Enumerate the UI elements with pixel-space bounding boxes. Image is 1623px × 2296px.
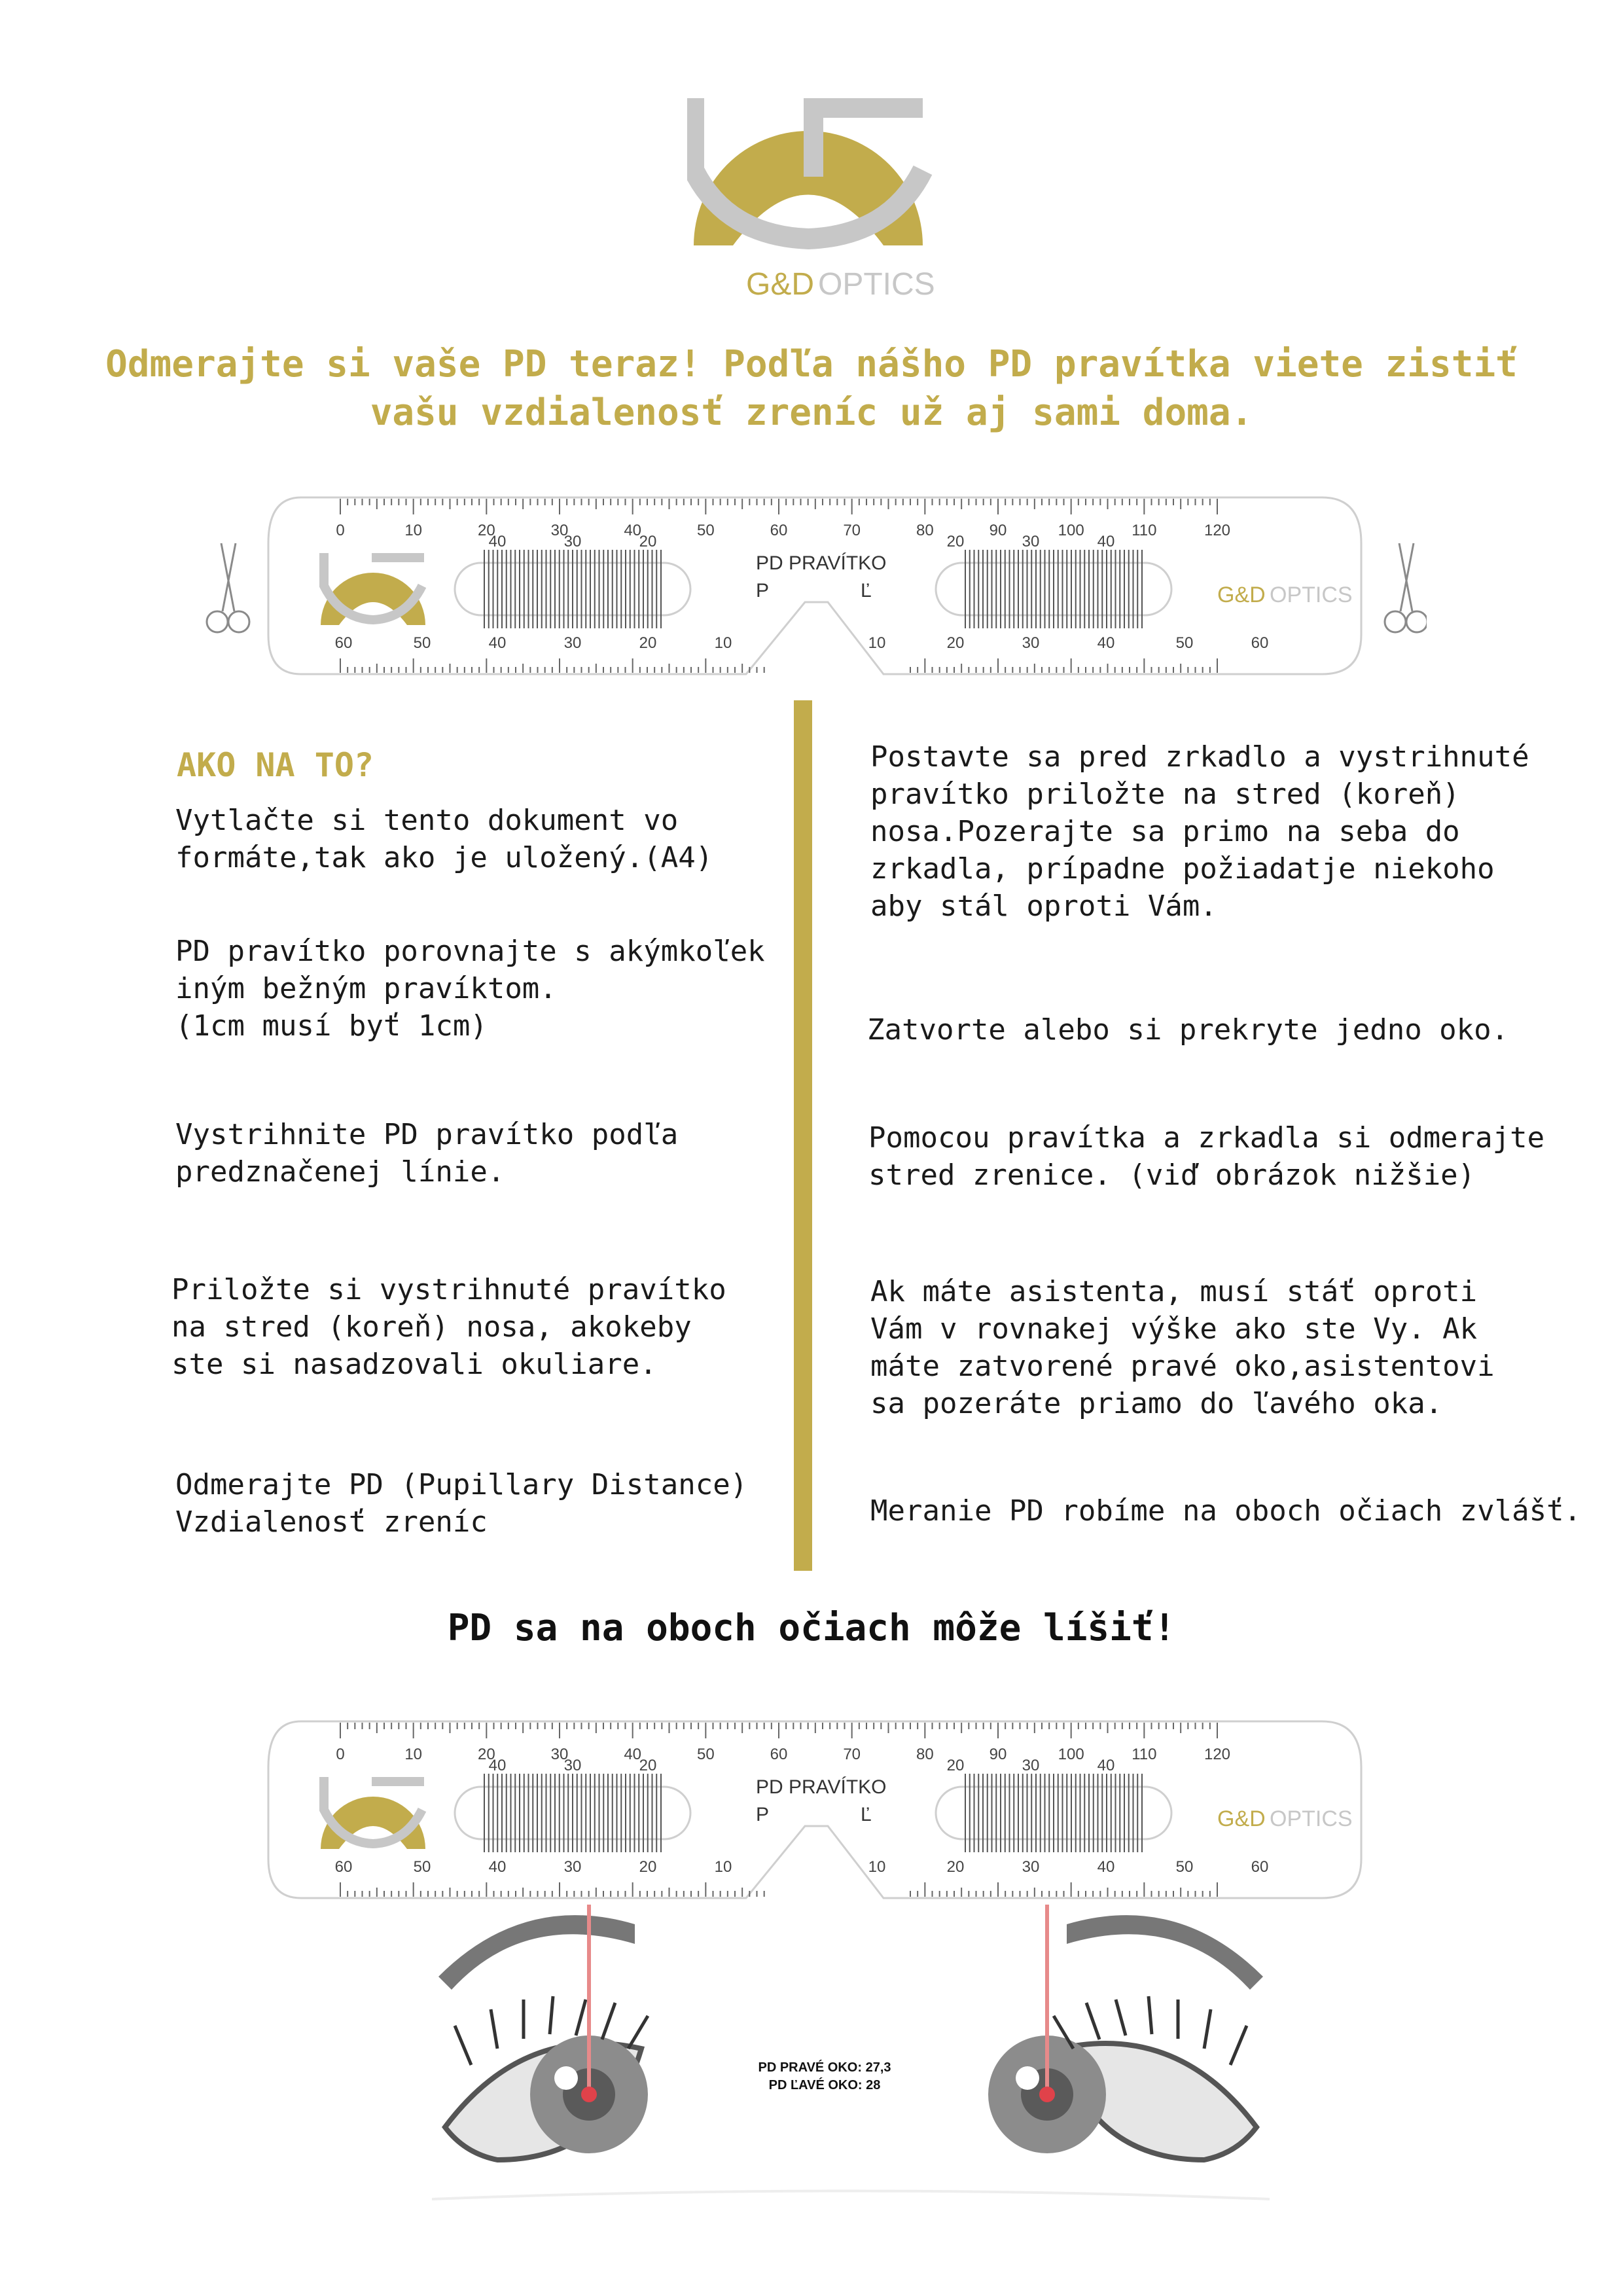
ruler-top-label: 30 [550,1746,569,1763]
ruler-bottom-label: 20 [946,1858,965,1876]
ruler-top-label: 80 [916,522,934,539]
ruler-bottom-label: 50 [1175,634,1194,652]
ruler-top-label: 80 [916,1746,934,1763]
ruler-top-label: 110 [1132,522,1157,539]
ruler-top-label: 40 [624,1746,642,1763]
step-compare: PD pravítko porovnajte s akýmkoľek iným bežným pravíktom. (1cm musí byť 1cm) [175,935,765,1043]
ruler-top-label: 0 [336,522,345,539]
ruler-top-label: 100 [1058,1746,1084,1763]
headline-line-1: Odmerajte si vaše PD teraz! Podľa nášho PD pravítka viete zistiť [105,343,1518,386]
step-print: Vytlačte si tento dokument vo formáte,tak ako je uložený.(A4) [175,804,713,874]
ruler-bottom-label: 50 [413,634,431,652]
ruler-bottom-label: 60 [1251,634,1269,652]
ruler-bottom-label: 40 [488,634,507,652]
pd-left-value: PD ĽAVÉ OKO: 28 [768,2078,881,2092]
step-measure: Odmerajte PD (Pupillary Distance) Vzdialenosť zreníc [175,1468,748,1539]
ruler-top-label: 70 [843,522,861,539]
eyes-illustration [393,1885,1309,2193]
ruler-bottom-label: 10 [714,634,732,652]
ruler-right-letter: Ľ [861,580,872,601]
ruler-mid-label: 40 [1097,1757,1115,1774]
ruler-bottom-label: 30 [563,634,582,652]
ruler-left-letter: P [756,580,770,601]
ruler-right-letter: Ľ [861,1804,872,1825]
ruler-bottom-label: 10 [868,1858,886,1876]
step-close-eye: Zatvorte alebo si prekryte jedno oko. [867,1013,1509,1047]
right-eye-drawing [438,1905,648,2160]
ruler-mid-label: 20 [946,533,965,550]
ruler-bottom-label: 60 [334,1858,353,1876]
ruler-bottom-label: 40 [488,1858,507,1876]
step-mirror: Postavte sa pred zrkadlo a vystrihnuté pravítko priložte na stred (koreň) nosa.Pozerajte sa primo na seba do zrkadla, prípadne požiadatje niekoho aby stál oproti Vám. [870,740,1529,923]
ruler-mid-label: 20 [639,1757,657,1774]
ruler-top-label: 70 [843,1746,861,1763]
ruler-top-label: 60 [770,1746,788,1763]
ruler-mid-label: 20 [639,533,657,550]
ruler-logo [321,1777,425,1849]
ruler-brand: G&D [1217,583,1266,607]
warning-text: PD sa na oboch očiach môže líšiť! [447,1607,1176,1649]
ruler-bottom-label: 10 [714,1858,732,1876]
ruler-mid-label: 30 [563,1757,582,1774]
ruler-bottom-label: 10 [868,634,886,652]
ruler-mid-label: 30 [1022,533,1040,550]
ruler-top-label: 50 [696,1746,715,1763]
ruler-brand-suffix: OPTICS [1270,583,1353,607]
ruler-bottom-label: 30 [1022,634,1040,652]
step-assistant: Ak máte asistenta, musí stáť oproti Vám v rovnakej výške ako ste Vy. Ak máte zatvorené pravé oko,asistentovi sa pozeráte priamo do ľavého oka. [870,1275,1495,1420]
headline-line-2: vašu vzdialenosť zreníc už aj sami doma. [370,391,1253,434]
ruler-title: PD PRAVÍTKO [756,552,887,574]
ruler-bottom-label: 30 [563,1858,582,1876]
ruler-bottom-label: 20 [946,634,965,652]
ruler-mid-label: 30 [563,533,582,550]
step-pupil: Pomocou pravítka a zrkadla si odmerajte stred zrenice. (viď obrázok nižšie) [868,1121,1545,1192]
ruler-top-label: 120 [1204,1746,1231,1763]
ruler-bottom-label: 40 [1097,634,1115,652]
ruler-brand: G&D [1217,1806,1266,1831]
ruler-top-label: 20 [477,1746,495,1763]
ruler-top-label: 50 [696,522,715,539]
pd-right-value: PD PRAVÉ OKO: 27,3 [758,2060,891,2075]
section-title: AKO NA TO? [177,746,374,784]
decorative-line [393,2179,1309,2219]
brand-logo [687,92,936,314]
ruler-mid-label: 20 [946,1757,965,1774]
ruler-brand-suffix: OPTICS [1270,1806,1353,1831]
ruler-bottom-label: 20 [639,1858,657,1876]
ruler-bottom-label: 60 [334,634,353,652]
scissors-icon [207,543,249,632]
ruler-bottom-label: 30 [1022,1858,1040,1876]
brand-name: G&D [746,267,815,302]
ruler-mid-label: 40 [1097,533,1115,550]
ruler-mid-label: 40 [488,1757,507,1774]
scissors-icon [1385,543,1427,632]
column-divider [794,700,812,1571]
ruler-top-label: 60 [770,522,788,539]
ruler-top-label: 10 [404,1746,423,1763]
left-eye-drawing [988,1905,1263,2160]
ruler-top-label: 90 [989,1746,1007,1763]
ruler-top-label: 40 [624,522,642,539]
ruler-title: PD PRAVÍTKO [756,1776,887,1798]
brand-suffix: OPTICS [818,267,935,302]
ruler-top-label: 120 [1204,522,1231,539]
ruler-top-label: 90 [989,522,1007,539]
ruler-top-label: 10 [404,522,423,539]
ruler-mid-label: 30 [1022,1757,1040,1774]
ruler-top-label: 110 [1132,1746,1157,1763]
ruler-mid-label: 40 [488,533,507,550]
ruler-bottom-label: 50 [1175,1858,1194,1876]
ruler-bottom-label: 50 [413,1858,431,1876]
ruler-top-label: 20 [477,522,495,539]
ruler-bottom-label: 40 [1097,1858,1115,1876]
step-attach: Priložte si vystrihnuté pravítko na stred (koreň) nosa, akokeby ste si nasadzovali okuliare. [171,1273,726,1381]
step-each-eye: Meranie PD robíme na oboch očiach zvlášť. [870,1494,1582,1528]
step-cut: Vystrihnite PD pravítko podľa predznačenej línie. [175,1118,679,1189]
ruler-bottom-label: 20 [639,634,657,652]
pd-ruler-top [196,484,1427,694]
ruler-logo [321,553,425,625]
page-headline [0,340,1623,437]
ruler-top-label: 100 [1058,522,1084,539]
ruler-top-label: 0 [336,1746,345,1763]
ruler-top-label: 30 [550,522,569,539]
ruler-left-letter: P [756,1804,770,1825]
ruler-bottom-label: 60 [1251,1858,1269,1876]
